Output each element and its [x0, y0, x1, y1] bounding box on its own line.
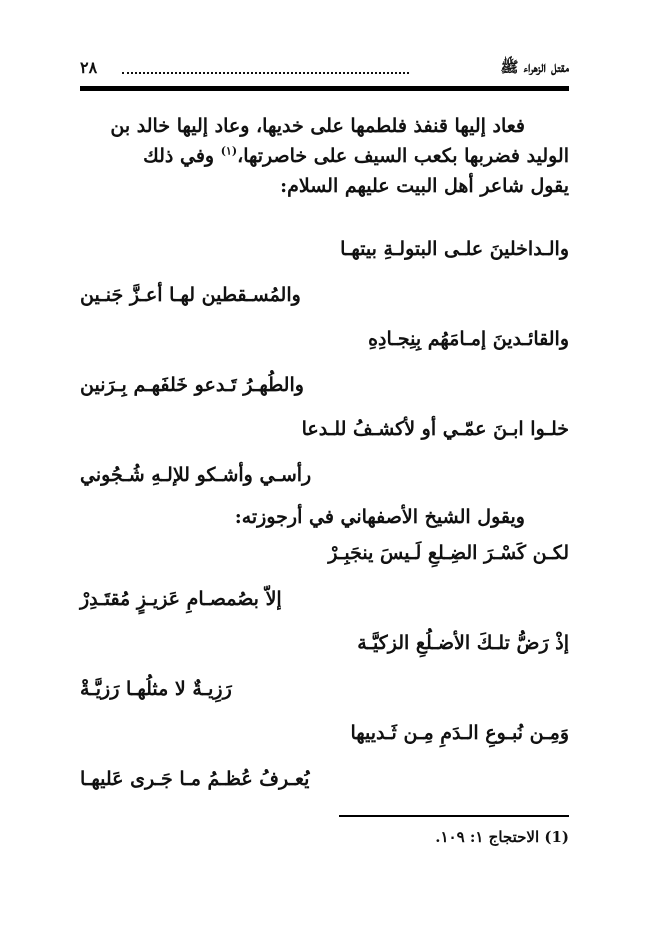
poem-verse: والـداخلينَ علـى البتولـةِ بيتهـا — [340, 238, 569, 260]
poem-verse: يُعـرفُ عُظـمُ مـا جَـرى عَليهـا — [80, 768, 310, 790]
footnote-reference: (١) — [220, 144, 238, 158]
poem-intro: ويقول الشيخ الأصفهاني في أرجوزته: — [234, 506, 525, 528]
poem-verse: رَزِيـةٌ لا مثلُهـا رَزيَّـةْ — [80, 678, 232, 700]
poem-verse: لكـن كَسْـرَ الضِـلعِ لَـيسَ ينجَبِـرْ — [328, 542, 569, 564]
footnote: (1) الاحتجاج ١: ١٠٩. — [435, 828, 569, 846]
paragraph-line — [80, 142, 569, 172]
poem-verse: خلـوا ابـنَ عمّـي أو لأكشـفُ للـدعا — [301, 418, 569, 440]
paragraph-line: فعاد إليها قنفذ فلطمها على خديها، وعاد إليها خالد بن — [110, 115, 525, 137]
running-header — [80, 58, 569, 82]
paragraph — [80, 112, 569, 202]
poem-verse: والقائـدينَ إمـامَهُم بِنِجـادِهِ — [368, 328, 569, 350]
paragraph-text: الوليد فضربها بكعب السيف على خاصرتها، — [237, 145, 569, 167]
poem-verse: وَمِـن نُبـوعِ الـدَمِ مِـن ثَـدييها — [350, 722, 569, 744]
page-number: ٢٨ — [80, 58, 98, 77]
paragraph-text: وفي ذلك — [143, 145, 221, 167]
leader-dots — [122, 72, 409, 74]
running-title: مقتل الزهراء ﷺ — [500, 58, 569, 76]
poem-verse: والطُهـرُ تَـدعو خَلفَهـم بِـرَنين — [80, 374, 304, 396]
footnote-rule — [339, 815, 569, 817]
header-rule — [80, 86, 569, 91]
poem-verse: إلاّ بصُمصـامِ عَزيـزٍ مُقتَـدِرْ — [80, 588, 282, 610]
poem-verse: والمُسـقطين لهـا أعـزَّ جَنـين — [80, 284, 301, 306]
poem-verse: رأسـي وأشـكو للإلـهِ شُـجُوني — [80, 464, 312, 486]
paragraph-line: يقول شاعر أهل البيت عليهم السلام: — [280, 175, 569, 197]
poem-verse: إذْ رَضُّ تلـكَ الأضـلُعِ الزكيَّـة — [357, 632, 569, 654]
